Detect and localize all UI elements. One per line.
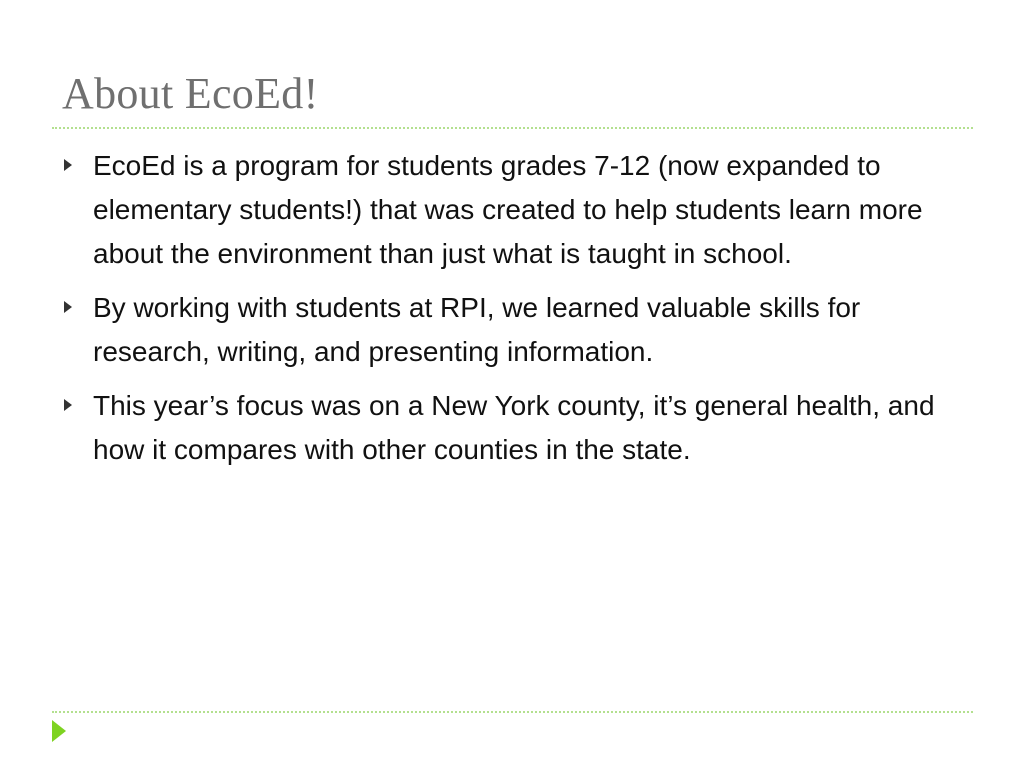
footer-divider: [52, 711, 973, 713]
bullet-item-3: [62, 384, 972, 472]
triangle-right-icon: [64, 399, 72, 411]
bullet-item-1: [62, 144, 972, 276]
triangle-right-icon: [64, 301, 72, 313]
slide-title: About EcoEd!: [62, 69, 319, 118]
title-divider: [52, 127, 973, 129]
green-play-arrow-icon: [52, 720, 66, 742]
triangle-right-icon: [64, 159, 72, 171]
bullet-item-2: [62, 286, 972, 374]
bullet-text-2: By working with students at RPI, we learned valuable skills for research, writing, and presenting information.: [93, 292, 861, 367]
bullet-text-3: This year’s focus was on a New York county, it’s general health, and how it compares with other counties in the state.: [93, 390, 935, 465]
bullet-text-1: EcoEd is a program for students grades 7-12 (now expanded to elementary students!) that was created to help students learn more about the environment than just what is taught in school.: [93, 150, 923, 269]
bullet-list: [62, 144, 972, 482]
